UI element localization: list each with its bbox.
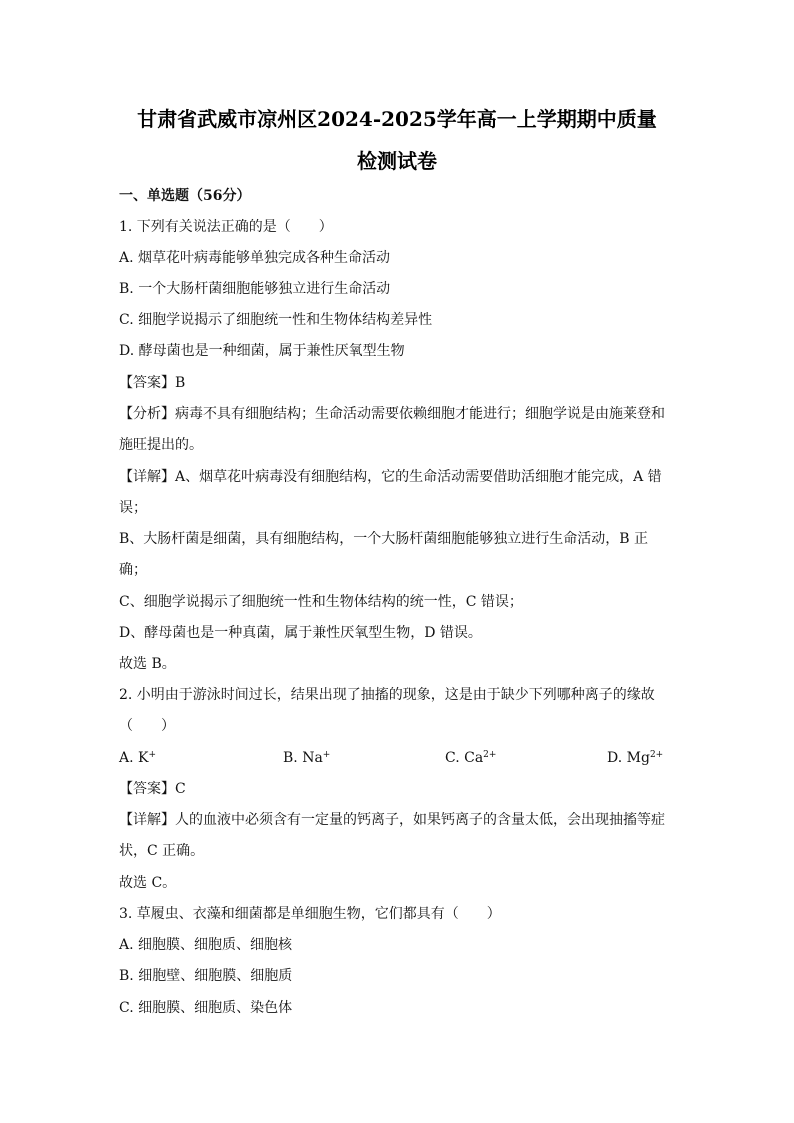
q1-option-d: D. 酵母菌也是一种细菌，属于兼性厌氧型生物 xyxy=(119,343,405,359)
q3-stem: 3. 草履虫、衣藻和细菌都是单细胞生物，它们都具有（ ） xyxy=(119,906,501,922)
q1-option-a: A. 烟草花叶病毒能够单独完成各种生命活动 xyxy=(119,250,391,266)
q1-analysis-line-2: 施旺提出的。 xyxy=(119,437,203,453)
q2-detail-line-2: 状，C 正确。 xyxy=(119,843,205,859)
q1-detail-line-3: B、大肠杆菌是细菌，具有细胞结构，一个大肠杆菌细胞能够独立进行生命活动，B 正 xyxy=(119,531,649,547)
q1-detail-line-1: 【详解】A、烟草花叶病毒没有细胞结构，它的生命活动需要借助活细胞才能完成，A 错 xyxy=(119,469,662,485)
document-title-line-1: 甘肃省武威市凉州区2024-2025学年高一上学期期中质量 xyxy=(137,107,657,131)
q2-detail-line-1: 【详解】人的血液中必须含有一定量的钙离子，如果钙离子的含量太低，会出现抽搐等症 xyxy=(119,812,665,828)
q1-detail-line-5: C、细胞学说揭示了细胞统一性和生物体结构的统一性，C 错误； xyxy=(119,594,523,610)
q2-stem-line-2: （ ） xyxy=(119,718,175,734)
q3-option-b: B. 细胞壁、细胞膜、细胞质 xyxy=(119,968,293,984)
section-heading: 一、单选题（56分） xyxy=(119,188,251,204)
q1-conclusion: 故选 B。 xyxy=(119,656,176,672)
document-title-line-2: 检测试卷 xyxy=(357,149,437,173)
q2-stem-line-1: 2. 小明由于游泳时间过长，结果出现了抽搐的现象，这是由于缺少下列哪种离子的缘故 xyxy=(119,687,655,703)
q3-option-c: C. 细胞膜、细胞质、染色体 xyxy=(119,1000,293,1016)
q1-option-b: B. 一个大肠杆菌细胞能够独立进行生命活动 xyxy=(119,281,391,297)
q2-option-c: C. $Ca^{2+}$ xyxy=(445,750,497,766)
q1-answer: 【答案】B xyxy=(119,375,186,391)
q1-detail-line-6: D、酵母菌也是一种真菌，属于兼性厌氧型生物，D 错误。 xyxy=(119,625,482,641)
q1-analysis-line-1: 【分析】病毒不具有细胞结构；生命活动需要依赖细胞才能进行；细胞学说是由施莱登和 xyxy=(119,406,665,422)
q2-answer: 【答案】C xyxy=(119,781,186,797)
q1-detail-line-2: 误； xyxy=(119,500,147,516)
q1-option-c: C. 细胞学说揭示了细胞统一性和生物体结构差异性 xyxy=(119,312,433,328)
q2-option-a: A. K+ xyxy=(119,750,157,766)
q3-option-a: A. 细胞膜、细胞质、细胞核 xyxy=(119,937,293,953)
q1-stem: 1. 下列有关说法正确的是（ ） xyxy=(119,219,333,235)
q2-option-d: D. $Mg^{2+}$ xyxy=(607,750,664,766)
q1-detail-line-4: 确； xyxy=(119,562,147,578)
q2-option-b: B. Na+ xyxy=(283,750,331,766)
q2-conclusion: 故选 C。 xyxy=(119,875,177,891)
